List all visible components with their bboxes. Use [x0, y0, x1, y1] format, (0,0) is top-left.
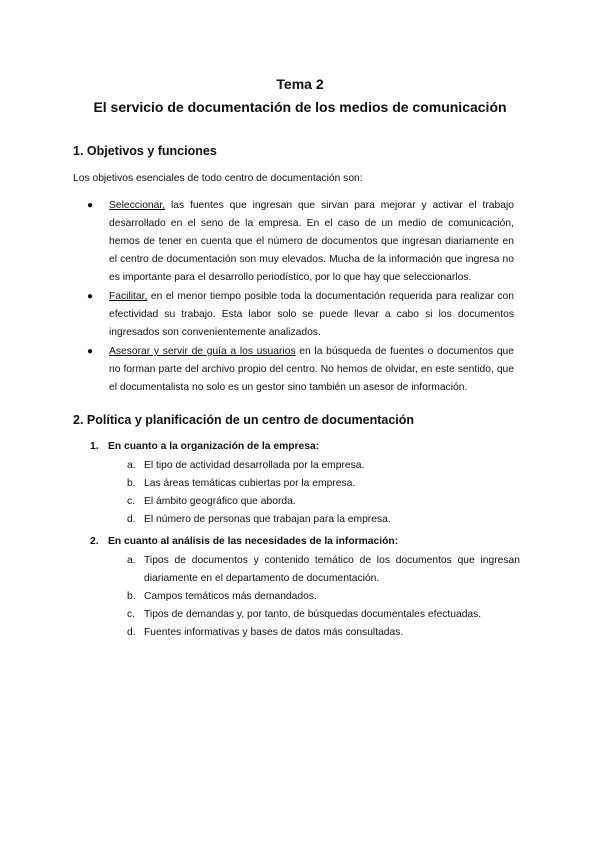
list-item: [84, 288, 514, 342]
bullet-icon: ●: [87, 346, 94, 357]
bullet-body: en el menor tiempo posible toda la documentación requerida para realizar con efectividad su trabajo. Esta labor solo se puede llevar a cabo si los documentos ingresados son convenientemente analizados.: [109, 291, 514, 338]
numbered-list-necesidades: [90, 534, 520, 642]
item-letter: b.: [127, 478, 136, 489]
item-text: Las áreas temáticas cubiertas por la empresa.: [144, 478, 356, 489]
bullet-lead: Asesorar y servir de guía a los usuarios: [109, 346, 296, 357]
page-title: Tema 2: [276, 76, 324, 92]
list-item: [127, 457, 520, 475]
section-intro: Los objetivos esenciales de todo centro de documentación son:: [73, 173, 363, 184]
sub-list: [90, 457, 520, 529]
objectives-list: [84, 197, 514, 398]
list-item: [127, 552, 520, 588]
title-block: [0, 74, 600, 117]
list-item: [127, 511, 520, 529]
list-item: [90, 534, 520, 642]
list-item: [84, 197, 514, 287]
list-item: [127, 606, 520, 624]
list-item: [127, 475, 520, 493]
list-item: [90, 439, 520, 529]
item-number: 2.: [90, 536, 99, 547]
item-letter: d.: [127, 627, 136, 638]
item-heading-text: En cuanto al análisis de las necesidades de la información:: [108, 536, 399, 547]
list-item: [84, 343, 514, 397]
bullet-body: las fuentes que ingresan que sirvan para mejorar y activar el trabajo desarrollado en el seno de la empresa. En el caso de un medio de comunicación, hemos de tener en cuenta que el número de documentos que ingresan diariamente en el centro de documentación son muy elevados. Mucha de la información que ingresa no es importante para el desarrollo periodístico, por lo que hay que seleccionarlos.: [109, 200, 514, 283]
numbered-heading: [90, 534, 520, 550]
item-letter: a.: [127, 555, 136, 566]
bullet-icon: ●: [87, 291, 94, 302]
item-letter: a.: [127, 460, 136, 471]
page-subtitle: El servicio de documentación de los medios de comunicación: [93, 99, 507, 115]
item-text: Tipos de documentos y contenido temático de los documentos que ingresan diariamente en el departamento de documentación.: [144, 555, 520, 584]
bullet-lead: Facilitar,: [109, 291, 148, 302]
list-item: [127, 624, 520, 642]
item-text: Campos temáticos más demandados.: [144, 591, 317, 602]
item-letter: c.: [127, 496, 136, 507]
numbered-list-organizacion: [90, 439, 520, 529]
item-heading-text: En cuanto a la organización de la empresa:: [108, 441, 320, 452]
item-number: 1.: [90, 441, 99, 452]
item-letter: d.: [127, 514, 136, 525]
item-text: El número de personas que trabajan para la empresa.: [144, 514, 391, 525]
section-heading-politica: 2. Política y planificación de un centro de documentación: [73, 413, 415, 427]
item-text: El tipo de actividad desarrollada por la empresa.: [144, 460, 365, 471]
item-text: Fuentes informativas y bases de datos más consultadas.: [144, 627, 404, 638]
bullet-lead: Seleccionar,: [109, 200, 166, 211]
section-heading-objetivos: 1. Objetivos y funciones: [73, 144, 217, 158]
bullet-body: en la búsqueda de fuentes o documentos que no forman parte del archivo propio del centro. No hemos de olvidar, en este sentido, que el documentalista no solo es un gestor sino también un asesor de información.: [109, 346, 514, 393]
item-text: Tipos de demandas y, por tanto, de búsquedas documentales efectuadas.: [144, 609, 482, 620]
item-letter: c.: [127, 609, 136, 620]
sub-list: [90, 552, 520, 642]
item-text: El ámbito geográfico que aborda.: [144, 496, 296, 507]
item-letter: b.: [127, 591, 136, 602]
list-item: [127, 588, 520, 606]
bullet-icon: ●: [87, 200, 94, 211]
numbered-heading: [90, 439, 520, 455]
list-item: [127, 493, 520, 511]
